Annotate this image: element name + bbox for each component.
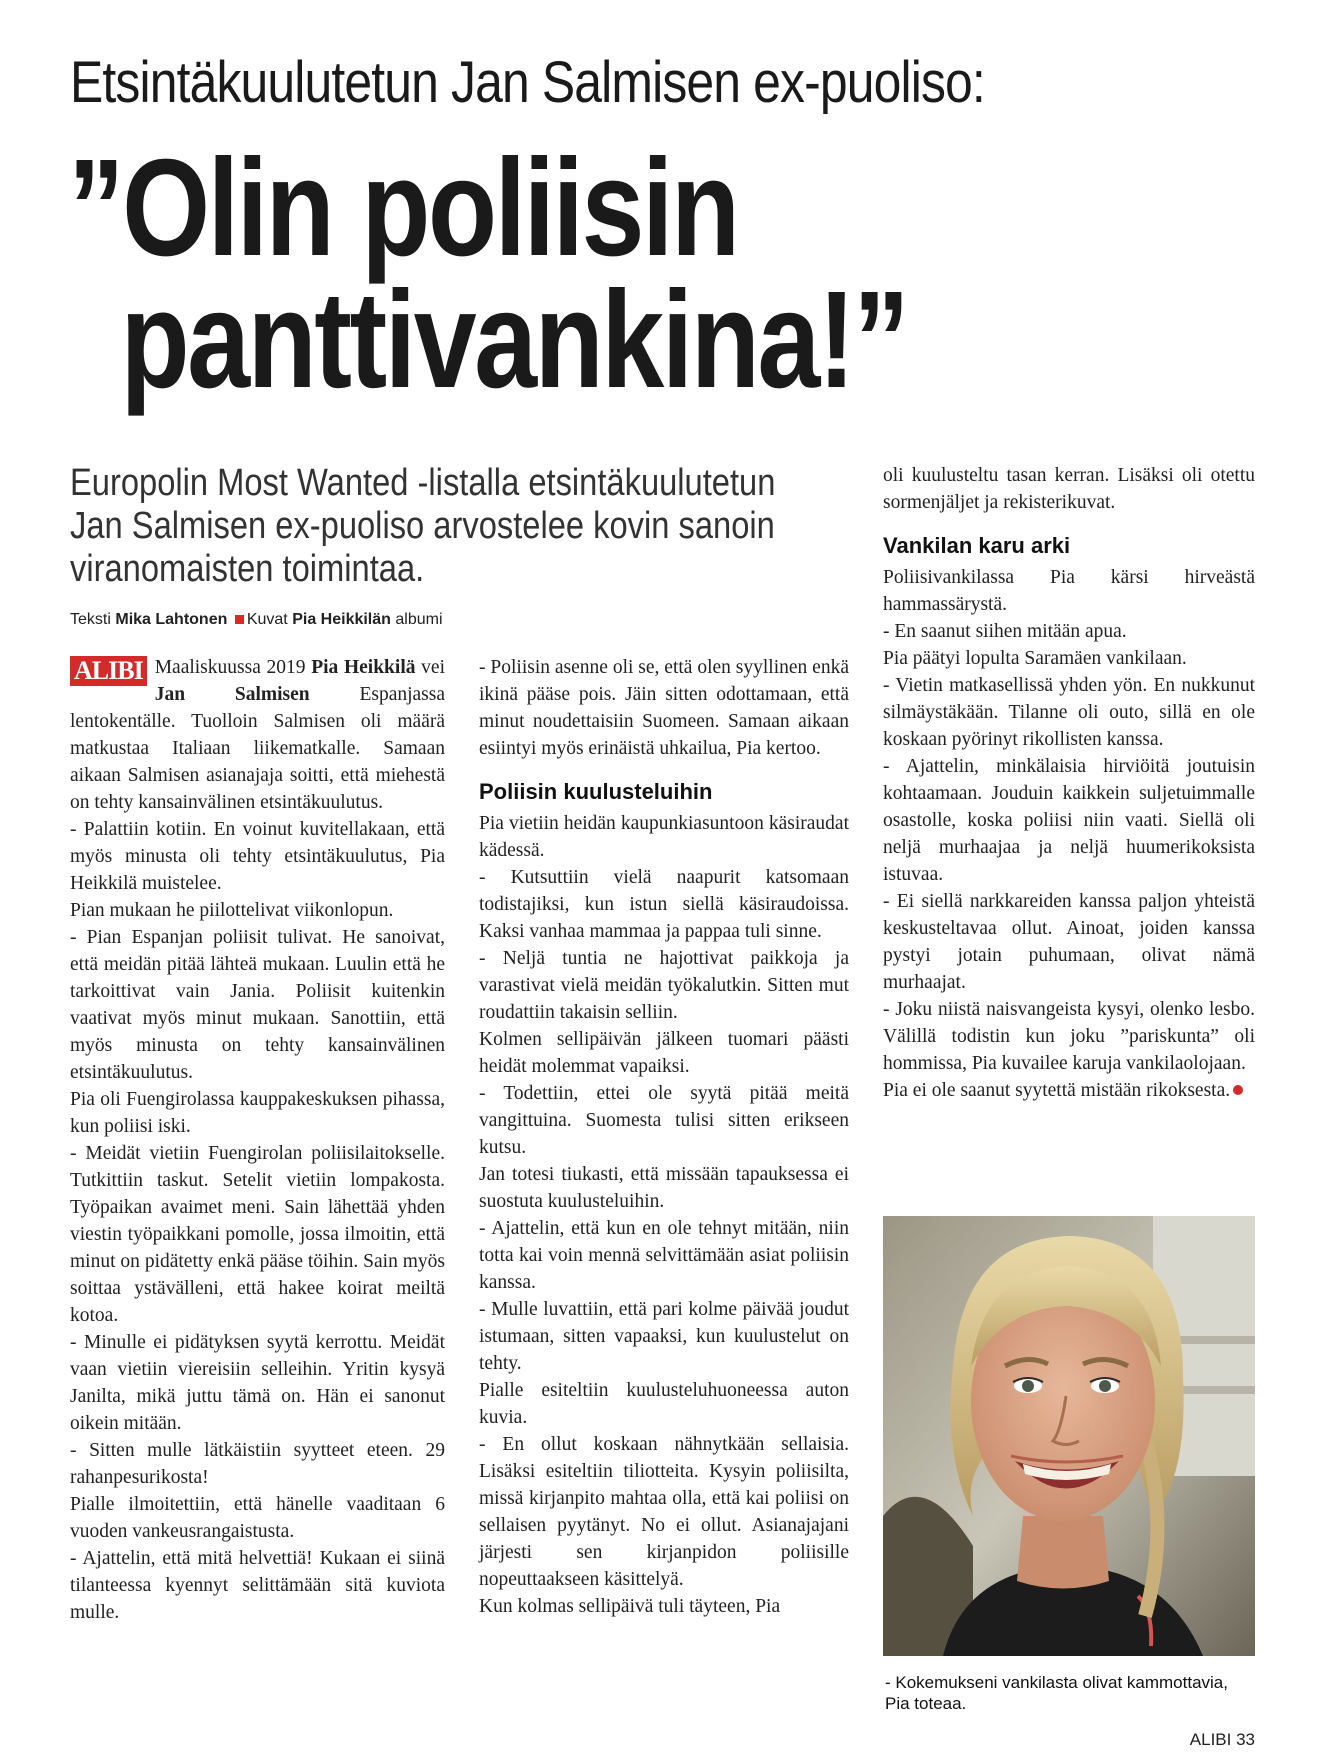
page-folio: ALIBI 33 (1189, 1730, 1255, 1749)
byline (70, 611, 443, 629)
subheading-poliisin-kuulusteluihin: Poliisin kuulusteluihin (479, 779, 713, 804)
portrait-photo (883, 1216, 1255, 1656)
main-headline (68, 131, 970, 417)
lead-line-2: Jan Salmisen ex-puoliso arvostelee kovin sanoin (70, 505, 775, 547)
body-paragraph: - Minulle ei pidätyksen syytä kerrottu. Meidät vaan vietiin viereisiin selleihin. Yritin kysyä Janilta, mikä juttu tämä on. Hän ei sanonut oikein mitään. (70, 1332, 445, 1434)
intro-text: Maaliskuussa 2019 (154, 657, 312, 678)
article-column-1 (70, 654, 445, 1626)
body-paragraph: - Joku niistä naisvangeista kysyi, olenko lesbo. Välillä todistin kun joku ”pariskunta” oli hommissa, Pia kuvailee karuja vankilaolojaan. (883, 999, 1255, 1074)
body-paragraph: - Poliisin asenne oli se, että olen syyllinen enkä ikinä pääse pois. Jäin sitten odottamaan, että minut noudettaisiin Suomeen. Samaan aikaan esiintyi myös erinäistä uhkailua, Pia kertoo. (479, 657, 849, 759)
lead-line-1: Europolin Most Wanted -listalla etsintäkuulutetun (70, 462, 776, 504)
intro-text: Espanjassa lentokentälle. Tuolloin Salmisen oli määrä matkustaa Italiaan liikematkalle. Samaan aikaan Salmisen asianajaja soitti, että miehestä on tehty kansainvälinen etsintäkuulutus. (70, 684, 445, 813)
body-paragraph: - Mulle luvattiin, että pari kolme päivää joudut istumaan, sitten vapaaksi, kun kuulustelut on tehty. (479, 1299, 849, 1374)
alibi-logo: ALIBI (70, 656, 147, 686)
body-paragraph: Pialle ilmoitettiin, että hänelle vaaditaan 6 vuoden vankeusrangaistusta. (70, 1494, 445, 1542)
body-paragraph: - Todettiin, ettei ole syytä pitää meitä vangittuina. Suomesta tulisi sitten erikseen kutsu. (479, 1083, 849, 1158)
body-paragraph: - Ajattelin, että mitä helvettiä! Kukaan ei siinä tilanteessa kyennyt selittämään sitä kuviota mulle. (70, 1548, 445, 1623)
body-paragraph: Pian mukaan he piilottelivat viikonlopun. (70, 900, 394, 921)
body-paragraph: Kolmen sellipäivän jälkeen tuomari päästi heidät molemmat vapaiksi. (479, 1029, 849, 1077)
body-paragraph: - Palattiin kotiin. En voinut kuvitellakaan, että myös minusta oli tehty etsintäkuulutus, Pia Heikkilä muistelee. (70, 819, 445, 894)
body-paragraph: Pia oli Fuengirolassa kauppakeskuksen pihassa, kun poliisi iski. (70, 1089, 445, 1137)
intro-name-pia: Pia Heikkilä (311, 657, 416, 678)
body-paragraph: - Sitten mulle lätkäistiin syytteet eteen. 29 rahanpesurikosta! (70, 1440, 445, 1488)
body-paragraph: Jan totesi tiukasti, että missään tapauksessa ei suostuta kuulusteluihin. (479, 1164, 849, 1212)
article-column-2 (479, 654, 849, 1620)
square-bullet-icon (235, 615, 244, 624)
intro-text: vei (415, 657, 445, 678)
body-paragraph: - Kutsuttiin vielä naapurit katsomaan todistajiksi, kun istun siellä käsiraudoissa. Kaksi vanhaa mammaa ja pappaa tuli sinne. (479, 867, 849, 942)
body-paragraph: Pia vietiin heidän kaupunkiasuntoon käsiraudat kädessä. (479, 813, 849, 861)
body-paragraph: - Ajattelin, että kun en ole tehnyt mitään, niin totta kai voin mennä selvittämään asiat poliisin kanssa. (479, 1218, 849, 1293)
byline-photo-label: Kuvat (246, 611, 288, 628)
byline-text-label: Teksti (70, 611, 111, 628)
body-paragraph: Kun kolmas sellipäivä tuli täyteen, Pia (479, 1596, 781, 1617)
body-paragraph: - Pian Espanjan poliisit tulivat. He sanoivat, että meidän pitää lähteä mukaan. Luulin että he tarkoittivat vain Jania. Poliisit kuitenkin vaativat myös minut mukaan. Sanottiin, että myös minusta on tehty kansainvälinen etsintäkuulutus. (70, 927, 445, 1083)
body-paragraph: - Ei siellä narkkareiden kanssa paljon yhteistä keskusteltavaa ollut. Ainoat, joiden kanssa pystyi jotain puhumaan, olivat nämä murhaajat. (883, 891, 1255, 993)
headline-line-1: ”Olin poliisin (68, 131, 738, 285)
article-column-3 (883, 462, 1255, 1104)
kicker-headline: Etsintäkuulutetun Jan Salmisen ex-puoliso: (70, 50, 985, 115)
end-mark-icon (1233, 1085, 1243, 1095)
body-paragraph: Pialle esiteltiin kuulusteluhuoneessa auton kuvia. (479, 1380, 849, 1428)
body-paragraph: - Neljä tuntia ne hajottivat paikkoja ja varastivat vielä meidän työkalutkin. Sitten mut roudattiin takaisin selliin. (479, 948, 849, 1023)
intro-name-jan: Jan Salmisen (154, 684, 310, 705)
closing-text: Pia ei ole saanut syytettä mistään rikoksesta. (883, 1080, 1231, 1101)
portrait-image (883, 1216, 1255, 1656)
closing-paragraph (883, 1077, 1255, 1104)
lead-paragraph (70, 462, 844, 591)
lead-line-3: viranomaisten toimintaa. (70, 548, 425, 590)
body-paragraph: - En ollut koskaan nähnytkään sellaisia. Lisäksi esiteltiin tiliotteita. Kysyin poliisilta, missä kirjanpito mahtaa olla, että kai poliisi on sellaisen pyytänyt. No ei ollut. Asianajajani järjesti sen kirjanpidon poliisille nopeuttaakseen käsittelyä. (479, 1434, 849, 1590)
body-paragraph: Poliisivankilassa Pia kärsi hirveästä hammassärystä. (883, 567, 1255, 615)
body-paragraph: - Ajattelin, minkälaisia hirviöitä joutuisin kohtaamaan. Jouduin kaikkein suljetuimmalle osastolle, koska poliisi niin vaati. Siellä oli neljä murhaajaa ja neljä huumerikoksista istuvaa. (883, 756, 1255, 885)
body-paragraph: Pia päätyi lopulta Saramäen vankilaan. (883, 648, 1187, 669)
byline-text-author: Mika Lahtonen (115, 611, 228, 628)
body-paragraph: - Vietin matkasellissä yhden yön. En nukkunut silmäystäkään. Tilanne oli outo, sillä en ole koskaan pyörinyt rikollisten kanssa. (883, 675, 1255, 750)
body-paragraph: - En saanut siihen mitään apua. (883, 621, 1127, 642)
body-paragraph: - Meidät vietiin Fuengirolan poliisilaitokselle. Tutkittiin taskut. Setelit vietiin lompakosta. Työpaikan avaimet meni. Sain lähettää yhden viestin työpaikkani pomolle, jossa ilmoitin, että minut on pidätetty enkä pääse töihin. Sain myös soittaa ystävälleni, että hakee koirat meiltä kotoa. (70, 1143, 445, 1326)
subheading-vankilan-karu-arki: Vankilan karu arki (883, 533, 1071, 558)
byline-photo-author: Pia Heikkilän (292, 611, 391, 628)
headline-line-2: panttivankina!” (120, 263, 908, 417)
body-paragraph: oli kuulusteltu tasan kerran. Lisäksi oli otettu sormenjäljet ja rekisterikuvat. (883, 465, 1255, 513)
intro-paragraph (70, 654, 445, 816)
photo-caption: - Kokemukseni vankilasta olivat kammottavia, Pia toteaa. (885, 1673, 1228, 1713)
byline-photo-suffix: albumi (395, 611, 443, 628)
